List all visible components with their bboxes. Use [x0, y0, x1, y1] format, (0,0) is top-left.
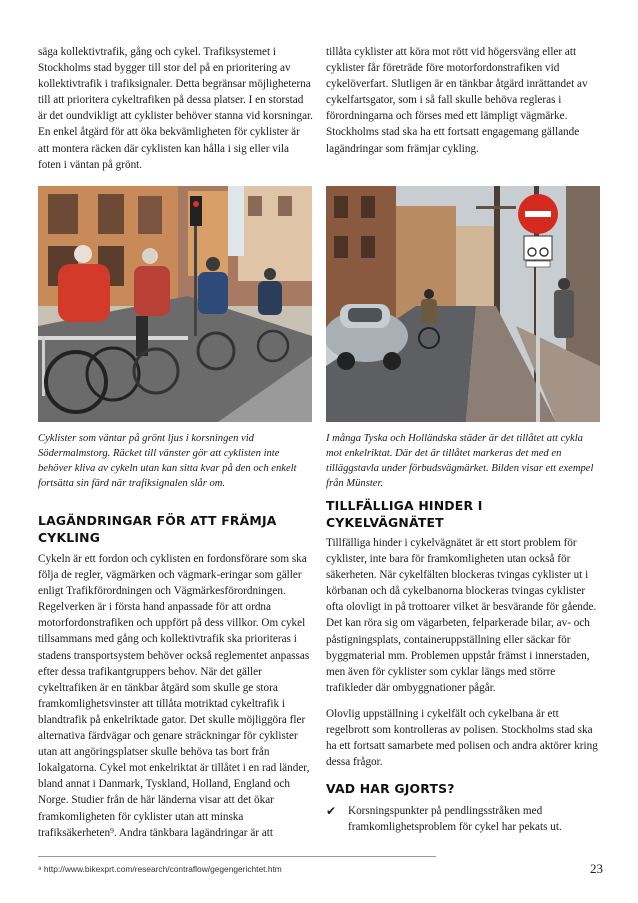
lagandringar-body: Cykeln är ett fordon och cyklisten en fordonsförare som ska följa de regler, vägmärken och vägmark-eringar som gäller enligt Trafikförordningen och Vägmärkesförordningen. Regelverken är i första hand anpassade för att ordna motorfordonstrafiken och uppfört på dess villkor. Om cykel tillsammans med gång och kollektivtrafik ska prioriteras i stadens transportsystem behöver också reglementet anpassas efter dessa trafikantgruppers behov. När det gäller cykeltrafiken är en tänkbar åtgärd som skulle ge stora framkomlighetsvinster att tillåta motriktad cykeltrafik i blandtrafik på enkelriktade gator. Det skulle möjliggöra fler alternativa färdvägar och genare sträckningar för cyklister utan att angöringsplatser skulle behöva tas bort från lokalgatorna. Cykel mot enkelriktat är tillåtet i en rad länder, bland annat i Danmark, Tyskland, Holland, England och Norge. Studier från de här länderna visar att det ökar framkomligheten för cyklister utan att minska trafiksäkerheten⁹. Andra tänkbara lagändringar är att: [38, 553, 310, 839]
tillfalliga-hinder-heading: TILLFÄLLIGA HINDER I CYKELVÄGNÄTET: [326, 498, 483, 530]
olovlig-uppstallning-body: Olovlig uppställning i cykelfält och cykelbana är ett regelbrott som kontrolleras av polisen. Stockholms stad ska ha ett fortsatt samarbete med polisen och andra aktörer kring dessa frågor.: [326, 707, 598, 769]
contraflow-photo-illustration: [326, 186, 600, 422]
right-section: [326, 497, 601, 836]
right-intro-paragraph: tillåta cyklister att köra mot rött vid högersväng eller att cyklister får företräde före motorfordonstrafiken vid cykelöverfart. Slutligen är en tänkbar åtgärd inrättandet av cykelfartsgator, som i så fall skulle behöva regleras i förordningarna och förses med ett lämpligt vägmärke. Stockholms stad ska ha ett fortsatt engagemang gällande lagändringar som främjar cykling.: [326, 46, 588, 155]
check-item-text: Korsningspunkter på pendlingsstråken med framkomlighetsproblem för cykel har pekats ut.: [348, 805, 562, 834]
right-column: [326, 44, 601, 157]
left-photo-caption: Cyklister som väntar på grönt ljus i korsningen vid Södermalmstorg. Räcket till vänster gör att cyklisten inte behöver kliva av cykeln utan kan sitta kvar på den och enkelt fortsätta sin färd när trafiksignalen slår om.: [38, 433, 297, 489]
right-caption-block: [326, 431, 601, 491]
check-list-item: [326, 803, 601, 835]
left-section: [38, 512, 313, 841]
lagandringar-heading: LAGÄNDRINGAR FÖR ATT FRÄMJA CYKLING: [38, 513, 277, 545]
left-caption-block: [38, 431, 313, 491]
left-intro-paragraph: säga kollektivtrafik, gång och cykel. Trafiksystemet i Stockholms stad bygger till stor del på en prioritering av kollektivtrafik i trafiksignaler. Detta begränsar möjligheterna till att prioritera cykeltrafiken på dessa platser. I en storstad är det oundvikligt att cyklister behöver stanna vid korsningar. En enkel åtgärd för att öka bekvämligheten för cyklister är att montera räcken där cyklisten kan hålla i sig eller vila foten i väntan på grönt.: [38, 46, 313, 171]
contraflow-street-photo: [326, 186, 600, 422]
cyclists-photo-illustration: [38, 186, 312, 422]
vad-har-gjorts-heading: VAD HAR GJORTS?: [326, 781, 455, 797]
page-number: 23: [590, 861, 603, 876]
cyclists-waiting-photo: [38, 186, 312, 422]
footnote-divider: [38, 856, 436, 857]
checkmark-icon: ✔: [326, 804, 337, 819]
footnote: ⁹ http://www.bikexprt.com/research/contraflow/gegengerichtet.htm: [38, 864, 282, 874]
tillfalliga-hinder-body: Tillfälliga hinder i cykelvägnätet är ett stort problem för cyklister, inte bara för framkomligheten utan också för säkerheten. När cykelfälten blockeras tvingas cyklister ut i körbanan och då cykelbanorna blockeras tvingas cyklister ofta olovligt in på trottoarer vilket är besvärande för gående. Det kan röra sig om vägarbeten, felparkerade bilar, av- och påstigningsplats, containeruppställning eller säckar för byggmaterial mm. Problemen uppstår främst i innerstaden, men även för cyklister som cyklar längs med större trafikleder där ombyggnationer pågår.: [326, 537, 597, 694]
left-column: [38, 44, 313, 173]
right-photo-caption: I många Tyska och Holländska städer är det tillåtet att cykla mot enkelriktat. Där det är tillåtet markeras det med en tilläggstavla under förbudsvägmärket. Bilden visar ett exempel från Münster.: [326, 433, 594, 489]
